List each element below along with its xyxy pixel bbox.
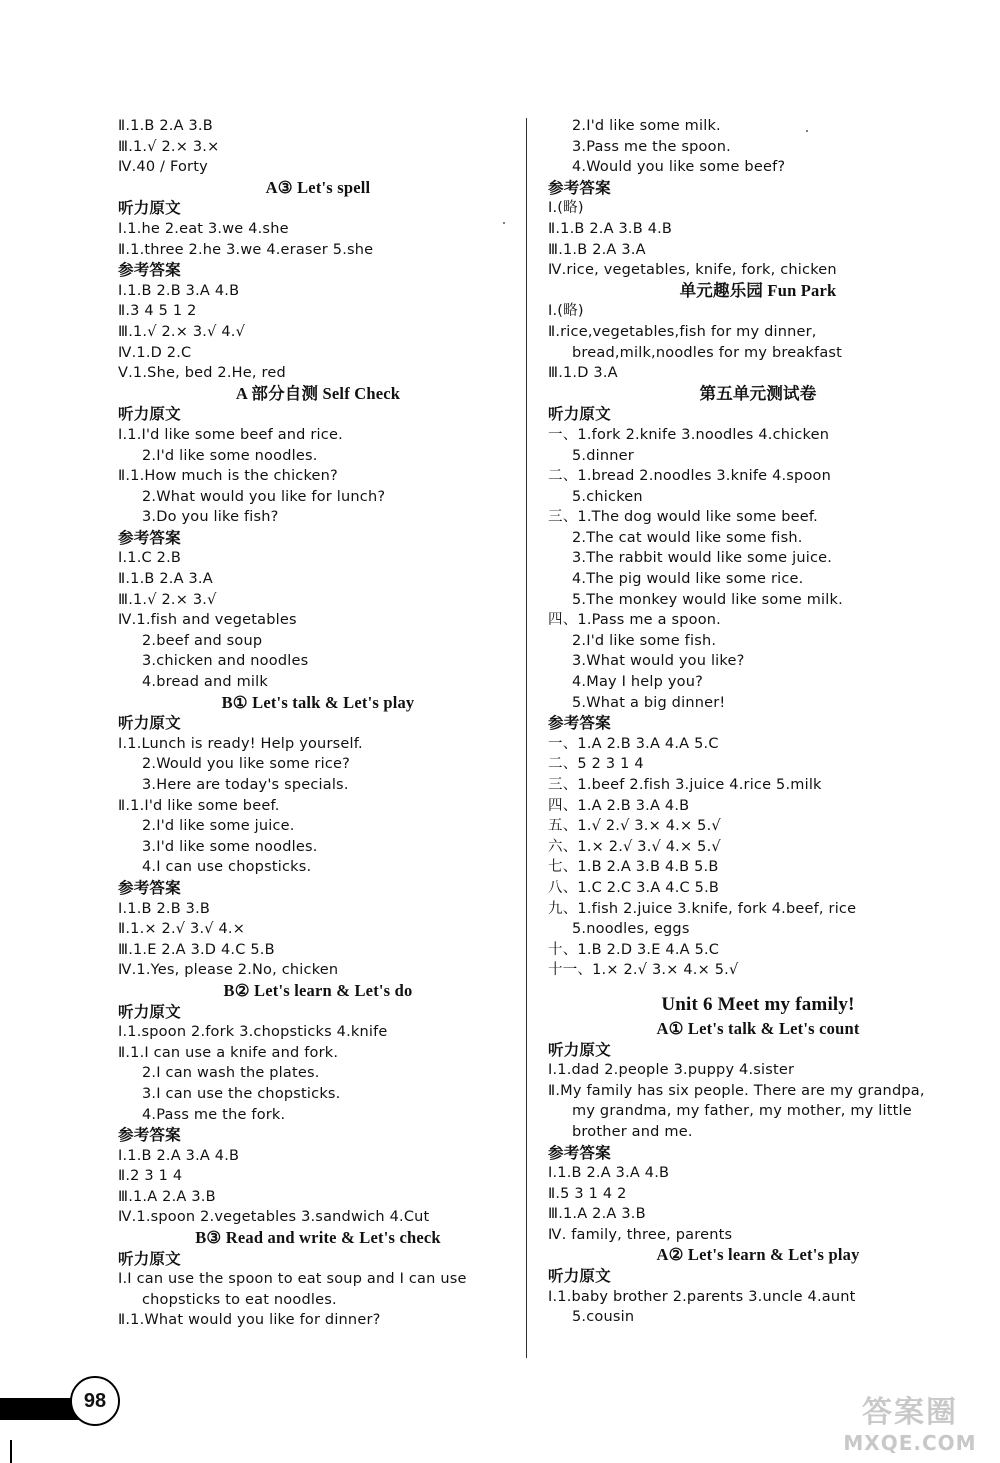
answer-line: Ⅳ.rice, vegetables, knife, fork, chicken bbox=[548, 262, 837, 279]
answer-line: Ⅱ.1.three 2.he 3.we 4.eraser 5.she bbox=[118, 241, 374, 258]
answer-line: Ⅱ.1.I can use a knife and fork. bbox=[118, 1044, 339, 1061]
answer-line-indented: 3.The rabbit would like some juice. bbox=[572, 550, 833, 567]
answer-line: Ⅰ.1.B 2.B 3.B bbox=[118, 900, 211, 917]
answer-line: Ⅳ. family, three, parents bbox=[548, 1226, 733, 1243]
answer-line-indented: 4.bread and milk bbox=[142, 674, 268, 691]
answer-line: 十、1.B 2.D 3.E 4.A 5.C bbox=[548, 941, 720, 958]
answer-line: Ⅰ.1.B 2.A 3.A 4.B bbox=[548, 1165, 670, 1182]
section-label: 听力原文 bbox=[118, 714, 181, 733]
page-edge-mark bbox=[10, 1440, 12, 1463]
answer-line-indented: 2.What would you like for lunch? bbox=[142, 488, 386, 505]
answer-line-indented: 3.chicken and noodles bbox=[142, 653, 309, 670]
watermark-bottom-text: MXQE.COM bbox=[843, 1431, 977, 1455]
answer-line-indented: 2.I can wash the plates. bbox=[142, 1065, 320, 1082]
answer-line: 五、1.√ 2.√ 3.× 4.× 5.√ bbox=[548, 818, 721, 835]
answer-line: Ⅳ.40 / Forty bbox=[118, 159, 208, 176]
answer-line-indented: bread,milk,noodles for my breakfast bbox=[572, 344, 843, 361]
section-title: A① Let's talk & Let's count bbox=[656, 1018, 860, 1038]
answer-line-indented: 2.I'd like some juice. bbox=[142, 818, 295, 835]
section-title: 第五单元测试卷 bbox=[699, 383, 817, 403]
answer-line: Ⅰ.1.he 2.eat 3.we 4.she bbox=[118, 220, 289, 237]
section-title: A③ Let's spell bbox=[265, 177, 371, 197]
answer-line: Ⅰ.1.baby brother 2.parents 3.uncle 4.aunt bbox=[548, 1288, 856, 1305]
answer-line: Ⅲ.1.√ 2.× 3.× bbox=[118, 138, 220, 155]
answer-line-indented: 3.I can use the chopsticks. bbox=[142, 1085, 341, 1102]
answer-line: 三、1.The dog would like some beef. bbox=[548, 509, 818, 526]
answer-line: Ⅰ.1.dad 2.people 3.puppy 4.sister bbox=[548, 1062, 795, 1079]
right-column bbox=[548, 116, 968, 1328]
answer-line-indented: 3.Do you like fish? bbox=[142, 509, 279, 526]
answer-line: Ⅳ.1.spoon 2.vegetables 3.sandwich 4.Cut bbox=[118, 1209, 430, 1226]
answer-line: Ⅱ.1.B 2.A 3.B bbox=[118, 118, 213, 134]
section-label: 参考答案 bbox=[118, 528, 181, 547]
section-label: 听力原文 bbox=[118, 1249, 181, 1268]
answer-line: Ⅳ.1.Yes, please 2.No, chicken bbox=[118, 962, 339, 979]
answer-line: 四、1.Pass me a spoon. bbox=[548, 612, 721, 629]
answer-line-indented: 5.The monkey would like some milk. bbox=[572, 591, 843, 608]
section-title: B③ Read and write & Let's check bbox=[195, 1228, 441, 1248]
answer-line: Ⅳ.1.D 2.C bbox=[118, 344, 192, 361]
answer-line: 二、5 2 3 1 4 bbox=[548, 756, 644, 773]
answer-line: Ⅰ.1.B 2.B 3.A 4.B bbox=[118, 282, 240, 299]
answer-line: Ⅰ.(略) bbox=[548, 200, 584, 217]
column-divider bbox=[526, 118, 527, 1358]
speck bbox=[503, 222, 505, 224]
answer-line: Ⅲ.1.B 2.A 3.A bbox=[548, 241, 646, 258]
section-label: 听力原文 bbox=[118, 1002, 181, 1021]
answer-line: Ⅱ.1.× 2.√ 3.√ 4.× bbox=[118, 921, 246, 938]
section-title: B① Let's talk & Let's play bbox=[221, 692, 415, 712]
section-label: 参考答案 bbox=[548, 714, 611, 733]
answer-line-indented: brother and me. bbox=[572, 1123, 693, 1140]
answer-line-indented: 5.What a big dinner! bbox=[572, 694, 726, 711]
answer-line: Ⅲ.1.E 2.A 3.D 4.C 5.B bbox=[118, 941, 275, 958]
unit-title: Unit 6 Meet my family! bbox=[661, 993, 855, 1015]
answer-line: Ⅱ.2 3 1 4 bbox=[118, 1168, 183, 1185]
section-title: 单元趣乐园 Fun Park bbox=[679, 280, 837, 300]
answer-line-indented: 4.May I help you? bbox=[572, 674, 703, 691]
answer-line-indented: 5.noodles, eggs bbox=[572, 921, 690, 938]
answer-line: Ⅱ.My family has six people. There are my grandpa, bbox=[548, 1082, 925, 1099]
answer-line-indented: 4.Would you like some beef? bbox=[572, 159, 786, 176]
answer-line: Ⅱ.1.B 2.A 3.A bbox=[118, 571, 213, 588]
page-number: 98 bbox=[70, 1376, 120, 1426]
answer-line: 八、1.C 2.C 3.A 4.C 5.B bbox=[548, 879, 720, 896]
answer-line: Ⅰ.1.Lunch is ready! Help yourself. bbox=[118, 735, 363, 752]
answer-line-indented: 2.The cat would like some fish. bbox=[572, 529, 803, 546]
section-label: 听力原文 bbox=[548, 405, 611, 424]
answer-line: Ⅱ.1.B 2.A 3.B 4.B bbox=[548, 220, 673, 237]
section-title: A 部分自测 Self Check bbox=[235, 383, 401, 403]
watermark-top-text: 答案圈 bbox=[862, 1395, 958, 1430]
section-label: 参考答案 bbox=[118, 1126, 181, 1145]
answer-line: Ⅰ.1.C 2.B bbox=[118, 550, 182, 567]
answer-line: Ⅱ.5 3 1 4 2 bbox=[548, 1185, 627, 1202]
section-label: 听力原文 bbox=[548, 1040, 611, 1059]
answer-line-indented: 4.The pig would like some rice. bbox=[572, 571, 804, 588]
answer-line: 七、1.B 2.A 3.B 4.B 5.B bbox=[548, 859, 719, 876]
answer-line-indented: 3.Here are today's specials. bbox=[142, 777, 349, 793]
answer-line-indented: 3.I'd like some noodles. bbox=[142, 838, 318, 855]
answer-line: 四、1.A 2.B 3.A 4.B bbox=[548, 797, 690, 814]
answer-line: Ⅲ.1.√ 2.× 3.√ bbox=[118, 591, 217, 608]
answer-line-indented: 2.I'd like some fish. bbox=[572, 632, 717, 649]
answer-line: 一、1.fork 2.knife 3.noodles 4.chicken bbox=[548, 426, 830, 443]
section-label: 参考答案 bbox=[548, 1143, 611, 1162]
answer-line-indented: 4.Pass me the fork. bbox=[142, 1106, 286, 1123]
answer-line: Ⅱ.1.What would you like for dinner? bbox=[118, 1312, 381, 1329]
answer-line-indented: 3.What would you like? bbox=[572, 653, 745, 670]
answer-line: Ⅲ.1.A 2.A 3.B bbox=[118, 1188, 216, 1205]
section-title: A② Let's learn & Let's play bbox=[656, 1245, 860, 1265]
answer-line: Ⅱ.1.I'd like some beef. bbox=[118, 797, 280, 814]
answer-line-indented: 2.I'd like some noodles. bbox=[142, 447, 318, 464]
answer-line: Ⅱ.rice,vegetables,fish for my dinner, bbox=[548, 323, 817, 340]
answer-line-indented: 5.dinner bbox=[572, 447, 634, 464]
left-column bbox=[118, 116, 518, 1331]
answer-line: 十一、1.× 2.√ 3.× 4.× 5.√ bbox=[548, 962, 739, 979]
section-label: 参考答案 bbox=[548, 178, 611, 197]
answer-line: Ⅰ.1.spoon 2.fork 3.chopsticks 4.knife bbox=[118, 1024, 388, 1041]
section-label: 听力原文 bbox=[118, 199, 181, 218]
section-label: 参考答案 bbox=[118, 878, 181, 897]
section-title: B② Let's learn & Let's do bbox=[223, 980, 413, 1000]
answer-line: Ⅰ.(略) bbox=[548, 303, 584, 320]
answer-line-indented: 2.I'd like some milk. bbox=[572, 118, 721, 134]
answer-line-indented: 3.Pass me the spoon. bbox=[572, 138, 731, 155]
answer-line: Ⅰ.I can use the spoon to eat soup and I can use bbox=[118, 1271, 467, 1288]
answer-line: Ⅲ.1.√ 2.× 3.√ 4.√ bbox=[118, 323, 246, 340]
answer-line-indented: 5.cousin bbox=[572, 1309, 635, 1326]
answer-line: 一、1.A 2.B 3.A 4.A 5.C bbox=[548, 735, 719, 752]
section-label: 听力原文 bbox=[118, 405, 181, 424]
section-label: 听力原文 bbox=[548, 1267, 611, 1286]
section-label: 参考答案 bbox=[118, 261, 181, 280]
answer-line: Ⅱ.3 4 5 1 2 bbox=[118, 303, 197, 320]
watermark-logo bbox=[830, 1395, 990, 1459]
answer-line: Ⅳ.1.fish and vegetables bbox=[118, 612, 297, 629]
answer-line: Ⅱ.1.How much is the chicken? bbox=[118, 468, 338, 485]
answer-line: Ⅲ.1.A 2.A 3.B bbox=[548, 1206, 646, 1223]
answer-line-indented: my grandma, my father, my mother, my little bbox=[572, 1103, 912, 1120]
answer-line-indented: 5.chicken bbox=[572, 488, 643, 505]
answer-line: 九、1.fish 2.juice 3.knife, fork 4.beef, rice bbox=[548, 900, 857, 917]
answer-line: 六、1.× 2.√ 3.√ 4.× 5.√ bbox=[548, 838, 721, 855]
answer-line-indented: chopsticks to eat noodles. bbox=[142, 1291, 337, 1308]
answer-line: Ⅲ.1.D 3.A bbox=[548, 365, 618, 382]
answer-line-indented: 2.Would you like some rice? bbox=[142, 756, 351, 773]
answer-line-indented: 2.beef and soup bbox=[142, 632, 263, 649]
answer-line-indented: 4.I can use chopsticks. bbox=[142, 859, 312, 876]
answer-line: 三、1.beef 2.fish 3.juice 4.rice 5.milk bbox=[548, 777, 822, 793]
answer-line: Ⅴ.1.She, bed 2.He, red bbox=[118, 365, 286, 382]
answer-line: Ⅰ.1.I'd like some beef and rice. bbox=[118, 426, 343, 443]
answer-line: 二、1.bread 2.noodles 3.knife 4.spoon bbox=[548, 468, 831, 485]
answer-line: Ⅰ.1.B 2.A 3.A 4.B bbox=[118, 1147, 240, 1164]
speck bbox=[806, 130, 808, 132]
